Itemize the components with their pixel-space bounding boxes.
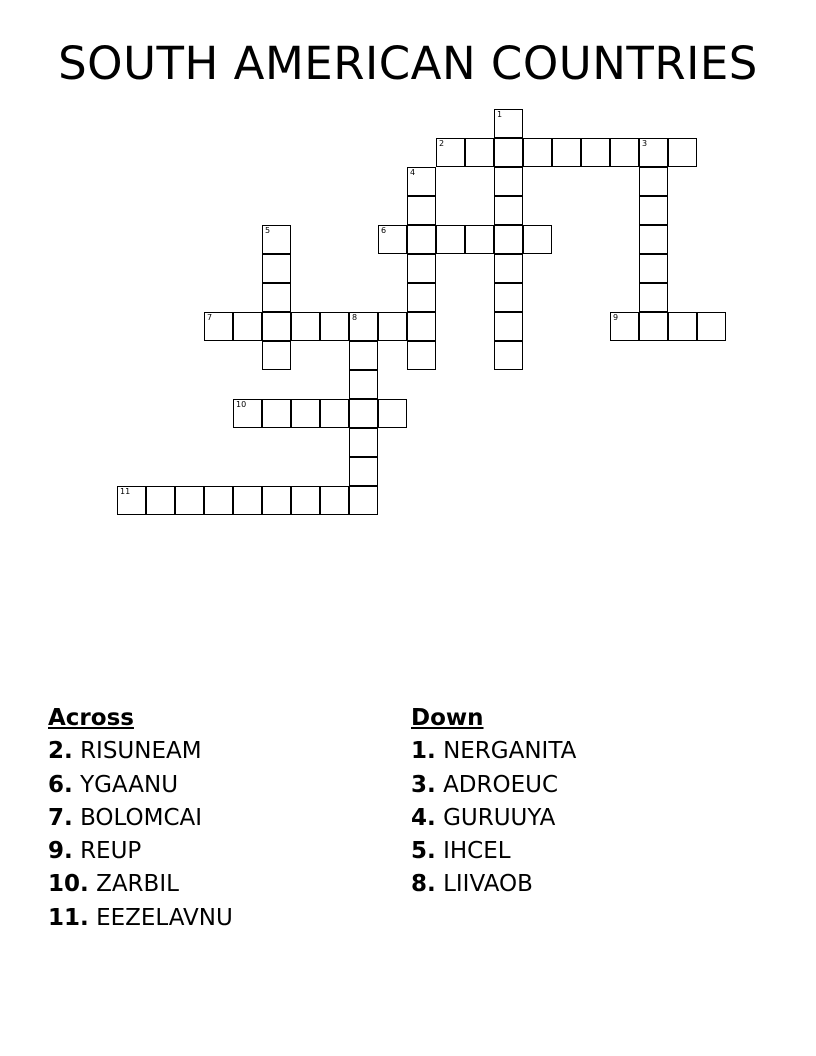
grid-cell[interactable] — [407, 283, 436, 312]
grid-cell[interactable] — [494, 312, 523, 341]
puzzle-title: SOUTH AMERICAN COUNTRIES — [58, 37, 758, 90]
grid-cell[interactable] — [349, 341, 378, 370]
grid-cell[interactable] — [639, 138, 668, 167]
grid-cell[interactable] — [668, 138, 697, 167]
clue-number: 10. — [48, 871, 89, 898]
down-clue — [411, 735, 576, 768]
grid-cell[interactable] — [639, 283, 668, 312]
across-clue — [48, 735, 233, 768]
across-heading: Across — [48, 705, 134, 731]
grid-cell[interactable] — [407, 225, 436, 254]
grid-cell[interactable] — [262, 486, 291, 515]
clue-number: 9. — [48, 838, 73, 865]
grid-cell[interactable] — [494, 254, 523, 283]
grid-cell[interactable] — [465, 138, 494, 167]
grid-cell[interactable] — [639, 225, 668, 254]
across-clue — [48, 769, 233, 802]
grid-cell[interactable] — [349, 457, 378, 486]
down-heading: Down — [411, 705, 484, 731]
grid-cell[interactable] — [320, 312, 349, 341]
grid-cell[interactable] — [349, 370, 378, 399]
grid-cell[interactable] — [175, 486, 204, 515]
grid-cell[interactable] — [146, 486, 175, 515]
grid-cell[interactable] — [407, 167, 436, 196]
clue-text: GURUUYA — [443, 804, 556, 831]
clue-number: 6. — [48, 771, 73, 798]
grid-cell[interactable] — [291, 486, 320, 515]
grid-cell[interactable] — [465, 225, 494, 254]
grid-cell[interactable] — [349, 428, 378, 457]
grid-cell[interactable] — [407, 312, 436, 341]
grid-cell[interactable] — [639, 196, 668, 225]
cell-number: 1 — [497, 110, 503, 119]
grid-cell[interactable] — [378, 225, 407, 254]
down-clue — [411, 802, 576, 835]
grid-cell[interactable] — [262, 225, 291, 254]
grid-cell[interactable] — [320, 399, 349, 428]
clue-text: IHCEL — [443, 838, 511, 865]
clue-text: ZARBIL — [96, 871, 179, 898]
cell-number: 10 — [236, 400, 247, 409]
cell-number: 8 — [352, 313, 358, 322]
clue-text: RISUNEAM — [80, 738, 202, 765]
down-clue — [411, 868, 576, 901]
grid-cell[interactable] — [639, 254, 668, 283]
grid-cell[interactable] — [407, 254, 436, 283]
across-clues — [48, 702, 233, 935]
down-clue — [411, 835, 576, 868]
grid-cell[interactable] — [349, 399, 378, 428]
grid-cell[interactable] — [552, 138, 581, 167]
grid-cell[interactable] — [262, 254, 291, 283]
grid-cell[interactable] — [262, 341, 291, 370]
grid-cell[interactable] — [378, 399, 407, 428]
grid-cell[interactable] — [436, 138, 465, 167]
grid-cell[interactable] — [494, 225, 523, 254]
across-clue — [48, 868, 233, 901]
grid-cell[interactable] — [494, 138, 523, 167]
grid-cell[interactable] — [233, 399, 262, 428]
grid-cell[interactable] — [320, 486, 349, 515]
grid-cell[interactable] — [378, 312, 407, 341]
clue-number: 8. — [411, 871, 436, 898]
grid-cell[interactable] — [494, 341, 523, 370]
clue-number: 3. — [411, 771, 436, 798]
clue-number: 5. — [411, 838, 436, 865]
cell-number: 3 — [642, 139, 648, 148]
cell-number: 7 — [207, 313, 213, 322]
grid-cell[interactable] — [349, 312, 378, 341]
grid-cell[interactable] — [233, 486, 262, 515]
cell-number: 11 — [120, 487, 131, 496]
clue-text: YGAANU — [80, 771, 179, 798]
grid-cell[interactable] — [639, 312, 668, 341]
grid-cell[interactable] — [494, 109, 523, 138]
grid-cell[interactable] — [610, 138, 639, 167]
clue-text: BOLOMCAI — [80, 804, 203, 831]
grid-cell[interactable] — [407, 196, 436, 225]
clue-text: EEZELAVNU — [96, 904, 233, 931]
clue-number: 4. — [411, 804, 436, 831]
cell-number: 6 — [381, 226, 387, 235]
grid-cell[interactable] — [610, 312, 639, 341]
grid-cell[interactable] — [407, 341, 436, 370]
grid-cell[interactable] — [262, 399, 291, 428]
grid-cell[interactable] — [639, 167, 668, 196]
clue-text: NERGANITA — [443, 738, 577, 765]
across-clue — [48, 835, 233, 868]
grid-cell[interactable] — [523, 138, 552, 167]
clue-text: ADROEUC — [443, 771, 559, 798]
grid-cell[interactable] — [697, 312, 726, 341]
across-clue — [48, 802, 233, 835]
clue-number: 11. — [48, 904, 89, 931]
cell-number: 9 — [613, 313, 619, 322]
grid-cell[interactable] — [117, 486, 146, 515]
grid-cell[interactable] — [581, 138, 610, 167]
grid-cell[interactable] — [291, 399, 320, 428]
grid-cell[interactable] — [668, 312, 697, 341]
grid-cell[interactable] — [204, 486, 233, 515]
cell-number: 4 — [410, 168, 416, 177]
clue-text: REUP — [80, 838, 142, 865]
grid-cell[interactable] — [349, 486, 378, 515]
grid-cell[interactable] — [233, 312, 262, 341]
grid-cell[interactable] — [436, 225, 465, 254]
grid-cell[interactable] — [494, 167, 523, 196]
grid-cell[interactable] — [204, 312, 233, 341]
grid-cell[interactable] — [291, 312, 320, 341]
down-clues — [411, 702, 576, 902]
grid-cell[interactable] — [262, 312, 291, 341]
cell-number: 5 — [265, 226, 271, 235]
down-clue — [411, 769, 576, 802]
clue-number: 1. — [411, 738, 436, 765]
grid-cell[interactable] — [262, 283, 291, 312]
grid-cell[interactable] — [494, 196, 523, 225]
across-clue — [48, 902, 233, 935]
cell-number: 2 — [439, 139, 445, 148]
grid-cell[interactable] — [494, 283, 523, 312]
clue-number: 2. — [48, 738, 73, 765]
grid-cell[interactable] — [523, 225, 552, 254]
clue-text: LIIVAOB — [443, 871, 533, 898]
clue-number: 7. — [48, 804, 73, 831]
